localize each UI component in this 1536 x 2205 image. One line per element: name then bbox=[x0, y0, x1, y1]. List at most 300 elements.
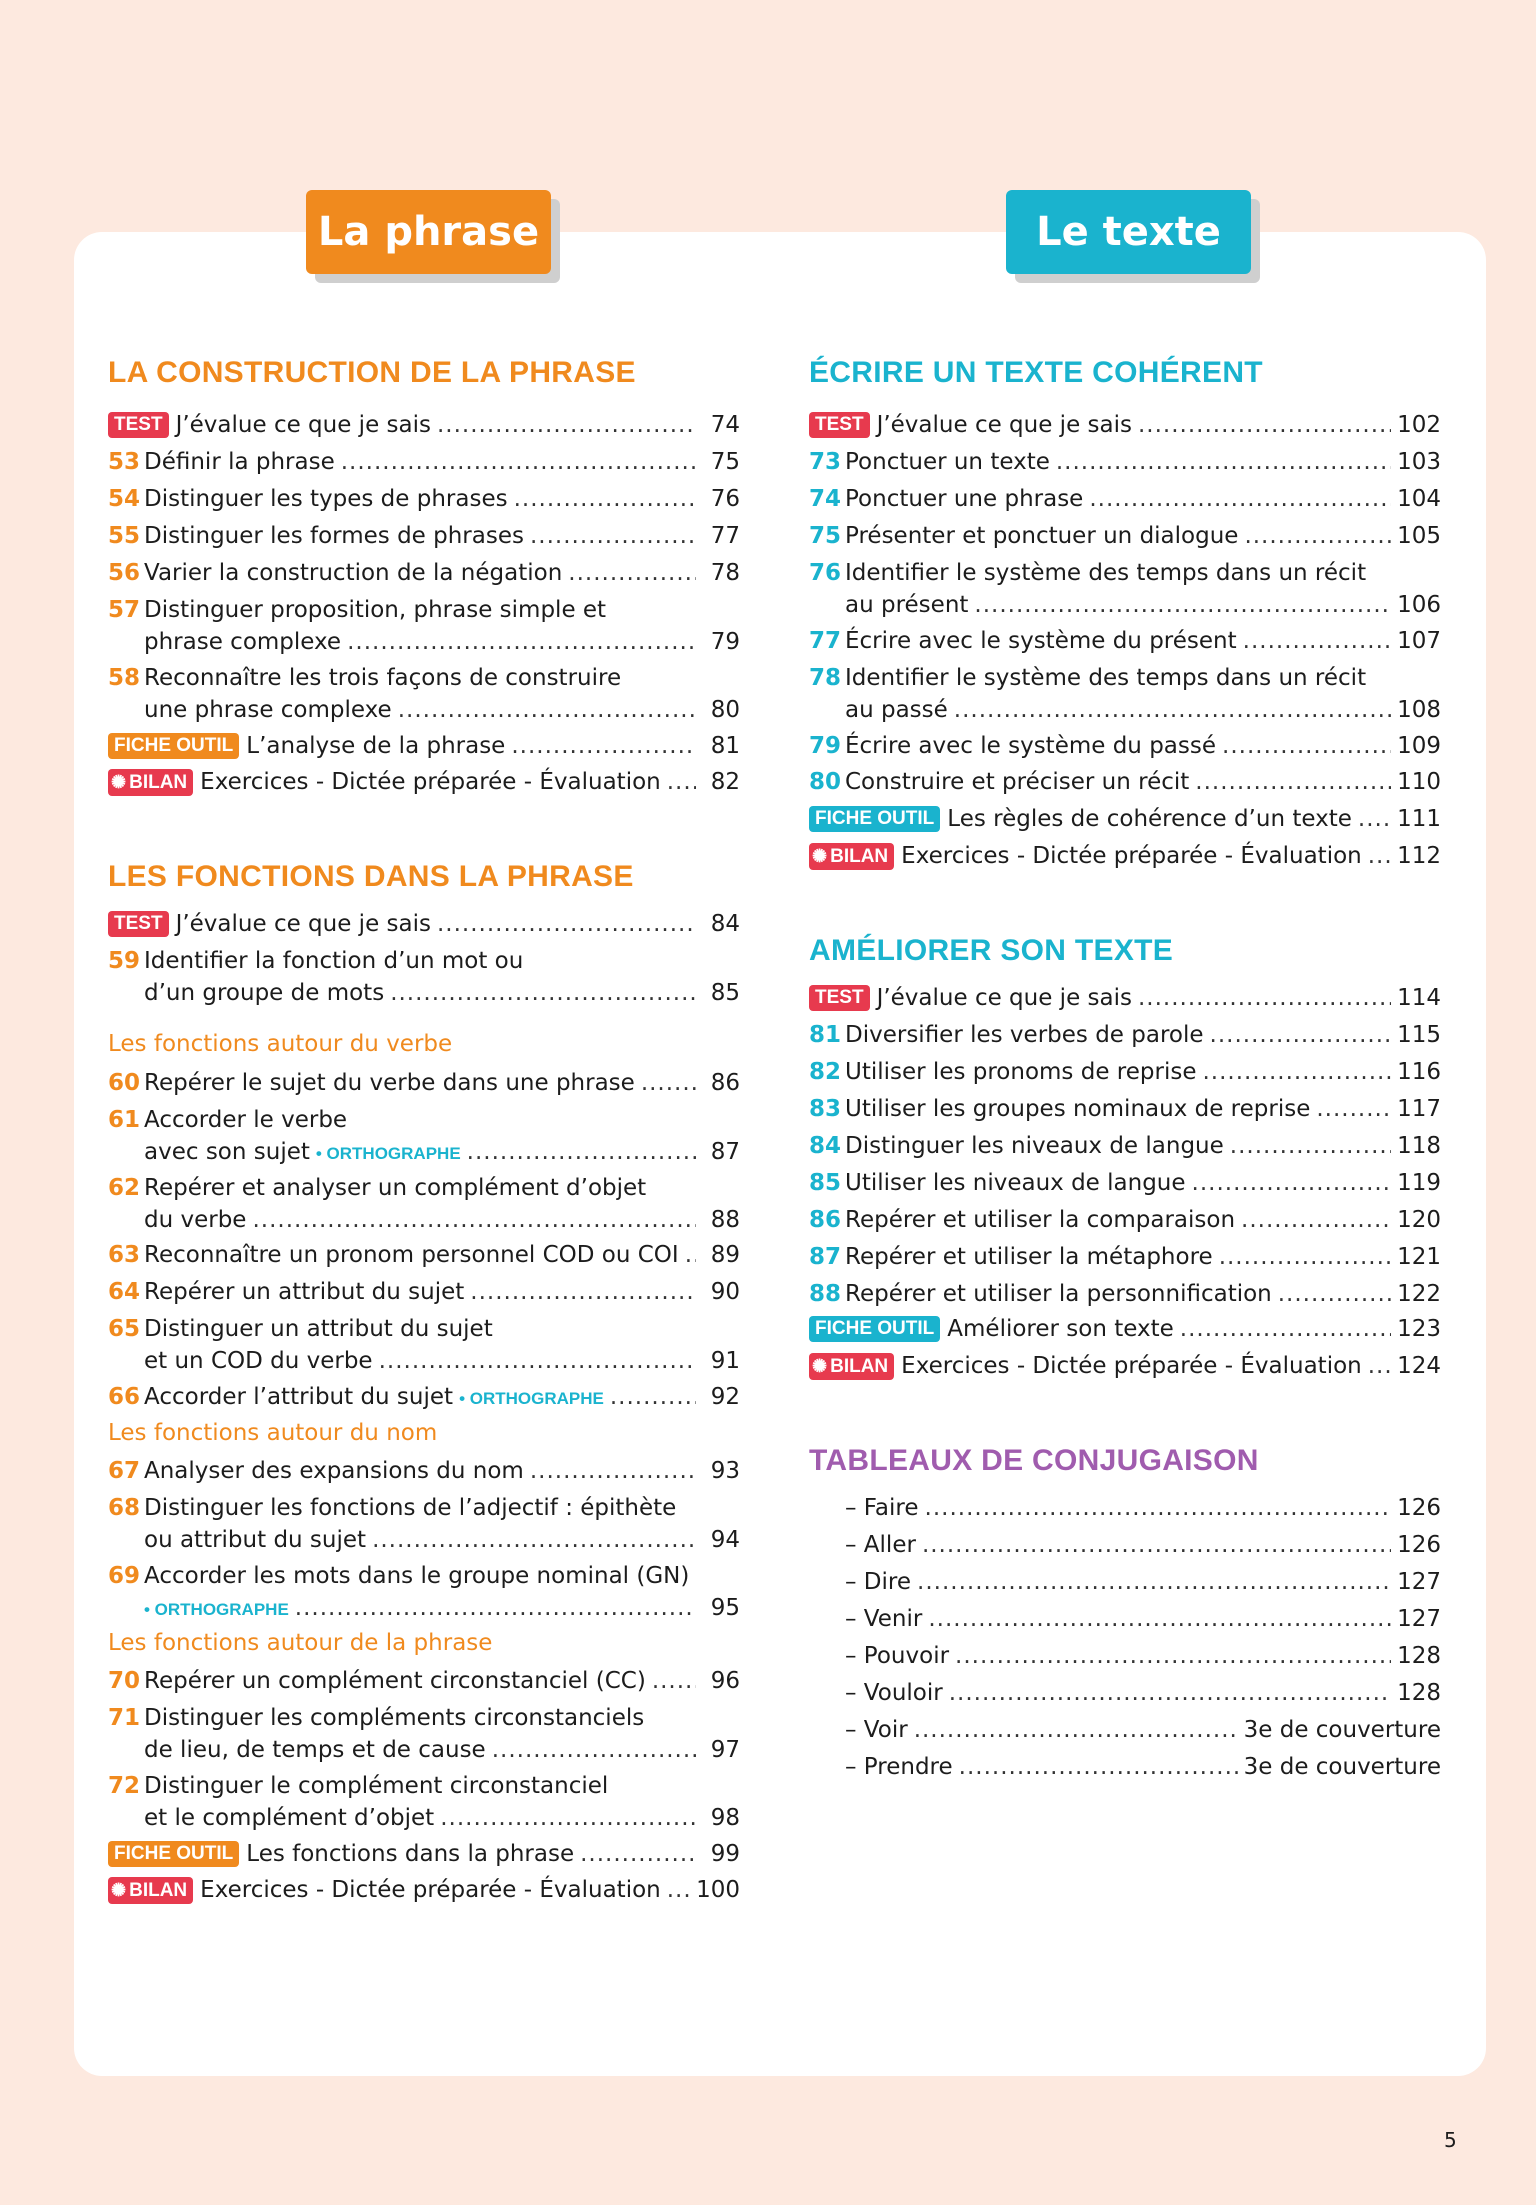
lesson-title: Repérer et utiliser la personnification bbox=[845, 1281, 1272, 1307]
toc-entry[interactable] bbox=[108, 1560, 740, 1624]
lesson-title: Distinguer un attribut du sujet bbox=[144, 1316, 493, 1342]
leader-dots bbox=[1230, 1130, 1391, 1162]
section-title: LES FONCTIONS DANS LA PHRASE bbox=[108, 860, 634, 893]
conjugation-entry[interactable] bbox=[809, 1566, 1441, 1598]
page-ref: 97 bbox=[710, 1737, 740, 1763]
leader-dots bbox=[492, 1734, 696, 1766]
lesson-number: 83 bbox=[809, 1096, 842, 1122]
leader-dots bbox=[974, 589, 1391, 621]
toc-entry[interactable] bbox=[108, 1104, 740, 1168]
leader-dots bbox=[398, 694, 696, 726]
bilan-text: Exercices - Dictée préparée - Évaluation bbox=[901, 1353, 1362, 1379]
leader-dots bbox=[1219, 1241, 1391, 1273]
fiche-outil-text: Les règles de cohérence d’un texte bbox=[947, 806, 1352, 832]
page-ref: 85 bbox=[710, 980, 740, 1006]
lesson-number: 59 bbox=[108, 948, 141, 974]
lesson-title: Utiliser les niveaux de langue bbox=[845, 1170, 1186, 1196]
leader-dots bbox=[917, 1566, 1391, 1598]
subsection-title: Les fonctions autour du nom bbox=[108, 1420, 438, 1446]
leader-dots bbox=[1192, 1167, 1392, 1199]
page-ref: 74 bbox=[710, 412, 740, 438]
toc-entry[interactable] bbox=[108, 520, 740, 552]
page-ref: 107 bbox=[1397, 628, 1441, 654]
page-ref: 81 bbox=[710, 733, 740, 759]
leader-dots bbox=[914, 1714, 1238, 1746]
lesson-title: Reconnaître les trois façons de construire bbox=[144, 665, 622, 691]
page-ref: 87 bbox=[710, 1139, 740, 1165]
verb-name: – Pouvoir bbox=[845, 1643, 950, 1669]
lesson-title: Utiliser les groupes nominaux de reprise bbox=[845, 1096, 1311, 1122]
leader-dots bbox=[341, 446, 696, 478]
toc-entry[interactable] bbox=[108, 1276, 740, 1308]
lesson-number: 56 bbox=[108, 560, 141, 586]
leader-dots bbox=[667, 1874, 690, 1906]
page-ref: 76 bbox=[710, 486, 740, 512]
test-text: J’évalue ce que je sais bbox=[175, 911, 431, 937]
lesson-number: 86 bbox=[809, 1207, 842, 1233]
toc-entry[interactable] bbox=[809, 1204, 1441, 1236]
fiche-outil-entry[interactable] bbox=[809, 1313, 1441, 1345]
leader-dots bbox=[1243, 625, 1391, 657]
lesson-number: 54 bbox=[108, 486, 141, 512]
leader-dots bbox=[568, 557, 696, 589]
verb-name: – Faire bbox=[845, 1495, 919, 1521]
page-ref: 114 bbox=[1397, 985, 1441, 1011]
lesson-number: 82 bbox=[809, 1059, 842, 1085]
bilan-icon: ✺ bbox=[812, 1355, 828, 1376]
toc-entry[interactable] bbox=[108, 1381, 740, 1413]
leader-dots bbox=[1138, 982, 1391, 1014]
leader-dots bbox=[252, 1204, 696, 1236]
lesson-title: Accorder les mots dans le groupe nominal (GN) bbox=[144, 1563, 690, 1589]
lesson-title: de lieu, de temps et de cause bbox=[144, 1737, 486, 1763]
page-ref: 120 bbox=[1397, 1207, 1441, 1233]
fiche-outil-badge-label: FICHE OUTIL bbox=[114, 735, 234, 756]
orthographe-tag: • ORTHOGRAPHE bbox=[459, 1389, 604, 1408]
page-ref: 105 bbox=[1397, 523, 1441, 549]
test-entry[interactable] bbox=[108, 409, 740, 441]
leader-dots bbox=[511, 730, 696, 762]
toc-entry[interactable] bbox=[809, 1167, 1441, 1199]
toc-entry[interactable] bbox=[809, 1056, 1441, 1088]
test-text: J’évalue ce que je sais bbox=[175, 412, 431, 438]
lesson-title: Distinguer les fonctions de l’adjectif : épithète bbox=[144, 1495, 677, 1521]
bilan-icon: ✺ bbox=[111, 1879, 127, 1900]
page-ref: 102 bbox=[1397, 412, 1441, 438]
bilan-text: Exercices - Dictée préparée - Évaluation bbox=[200, 769, 661, 795]
fiche-outil-entry[interactable] bbox=[108, 1838, 740, 1870]
test-text: J’évalue ce que je sais bbox=[876, 985, 1132, 1011]
page-ref: 118 bbox=[1397, 1133, 1441, 1159]
toc-entry[interactable] bbox=[809, 662, 1441, 726]
page-ref: 90 bbox=[710, 1279, 740, 1305]
leader-dots bbox=[1202, 1056, 1391, 1088]
page-ref: 104 bbox=[1397, 486, 1441, 512]
lesson-number: 88 bbox=[809, 1281, 842, 1307]
page-ref: 115 bbox=[1397, 1022, 1441, 1048]
bilan-text: Exercices - Dictée préparée - Évaluation bbox=[200, 1877, 661, 1903]
page-ref: 89 bbox=[710, 1242, 740, 1268]
lesson-title: Ponctuer un texte bbox=[845, 449, 1050, 475]
toc-entry[interactable] bbox=[809, 557, 1441, 621]
section-title: ÉCRIRE UN TEXTE COHÉRENT bbox=[809, 356, 1263, 389]
leader-dots bbox=[1241, 1204, 1391, 1236]
conjugation-entry[interactable] bbox=[809, 1529, 1441, 1561]
page-number: 5 bbox=[1444, 2128, 1457, 2152]
lesson-title: une phrase complexe bbox=[144, 697, 392, 723]
toc-entry[interactable] bbox=[108, 594, 740, 658]
leader-dots bbox=[440, 1802, 696, 1834]
page-ref: 110 bbox=[1397, 769, 1441, 795]
toc-entry[interactable] bbox=[809, 1241, 1441, 1273]
leader-dots bbox=[1138, 409, 1391, 441]
leader-dots bbox=[1368, 840, 1391, 872]
lesson-number: 57 bbox=[108, 597, 141, 623]
fiche-outil-badge bbox=[809, 1316, 940, 1342]
lesson-number: 84 bbox=[809, 1133, 842, 1159]
page-ref: 100 bbox=[696, 1877, 740, 1903]
banner-la-phrase: La phrase bbox=[306, 190, 551, 274]
conjugation-entry[interactable] bbox=[809, 1677, 1441, 1709]
toc-entry[interactable] bbox=[809, 1019, 1441, 1051]
toc-entry[interactable] bbox=[809, 766, 1441, 798]
lesson-title: Reconnaître un pronom personnel COD ou COI bbox=[144, 1242, 679, 1268]
toc-entry[interactable] bbox=[809, 1093, 1441, 1125]
page-ref: 106 bbox=[1397, 592, 1441, 618]
test-badge bbox=[809, 412, 870, 438]
test-entry[interactable] bbox=[108, 908, 740, 940]
lesson-number: 76 bbox=[809, 560, 842, 586]
lesson-title: Définir la phrase bbox=[144, 449, 335, 475]
leader-dots bbox=[925, 1492, 1392, 1524]
lesson-title: au présent bbox=[845, 592, 969, 618]
page-ref: 95 bbox=[710, 1595, 740, 1621]
lesson-title: Distinguer les niveaux de langue bbox=[845, 1133, 1224, 1159]
page-ref: 127 bbox=[1397, 1606, 1441, 1632]
section-title: AMÉLIORER SON TEXTE bbox=[809, 934, 1174, 967]
bilan-entry[interactable] bbox=[809, 840, 1441, 872]
page-ref: 80 bbox=[710, 697, 740, 723]
banner-le-texte: Le texte bbox=[1006, 190, 1251, 274]
test-badge-label: TEST bbox=[815, 987, 864, 1008]
lesson-title: et le complément d’objet bbox=[144, 1805, 435, 1831]
toc-entry[interactable] bbox=[809, 625, 1441, 657]
page-ref: 3e de couverture bbox=[1243, 1754, 1441, 1780]
page-ref: 126 bbox=[1397, 1495, 1441, 1521]
fiche-outil-badge-label: FICHE OUTIL bbox=[114, 1843, 234, 1864]
fiche-outil-text: L’analyse de la phrase bbox=[246, 733, 506, 759]
toc-entry[interactable] bbox=[108, 1770, 740, 1834]
bilan-entry[interactable] bbox=[108, 1874, 740, 1906]
lesson-number: 81 bbox=[809, 1022, 842, 1048]
toc-entry[interactable] bbox=[108, 1239, 740, 1271]
test-entry[interactable] bbox=[809, 409, 1441, 441]
lesson-number: 78 bbox=[809, 665, 842, 691]
test-badge-label: TEST bbox=[114, 414, 163, 435]
test-badge-label: TEST bbox=[114, 913, 163, 934]
leader-dots bbox=[347, 626, 696, 658]
leader-dots bbox=[954, 694, 1391, 726]
lesson-title: Identifier le système des temps dans un récit bbox=[845, 560, 1367, 586]
fiche-outil-entry[interactable] bbox=[809, 803, 1441, 835]
lesson-title: Distinguer les formes de phrases bbox=[144, 523, 524, 549]
lesson-number: 66 bbox=[108, 1384, 141, 1410]
lesson-title: Utiliser les pronoms de reprise bbox=[845, 1059, 1197, 1085]
conjugation-entry[interactable] bbox=[809, 1640, 1441, 1672]
lesson-title: Ponctuer une phrase bbox=[845, 486, 1084, 512]
verb-name: – Dire bbox=[845, 1569, 912, 1595]
toc-entry[interactable] bbox=[108, 662, 740, 726]
leader-dots bbox=[610, 1381, 696, 1413]
page-ref: 84 bbox=[710, 911, 740, 937]
page-ref: 128 bbox=[1397, 1680, 1441, 1706]
leader-dots bbox=[1368, 1350, 1391, 1382]
verb-name: – Prendre bbox=[845, 1754, 953, 1780]
page-ref: 116 bbox=[1397, 1059, 1441, 1085]
lesson-number: 58 bbox=[108, 665, 141, 691]
lesson-number: 79 bbox=[809, 733, 842, 759]
lesson-title: au passé bbox=[845, 697, 948, 723]
fiche-outil-badge-label: FICHE OUTIL bbox=[815, 808, 935, 829]
lesson-title: Accorder l’attribut du sujet bbox=[144, 1384, 454, 1410]
toc-entry[interactable] bbox=[108, 1313, 740, 1377]
page-ref: 123 bbox=[1397, 1316, 1441, 1342]
leader-dots bbox=[1089, 483, 1391, 515]
bilan-badge-label: BILAN bbox=[830, 845, 889, 867]
leader-dots bbox=[641, 1067, 696, 1099]
leader-dots bbox=[667, 766, 696, 798]
toc-entry[interactable] bbox=[809, 446, 1441, 478]
verb-name: – Venir bbox=[845, 1606, 923, 1632]
bilan-text: Exercices - Dictée préparée - Évaluation bbox=[901, 843, 1362, 869]
leader-dots bbox=[922, 1529, 1391, 1561]
toc-entry[interactable] bbox=[108, 1172, 740, 1236]
toc-entry[interactable] bbox=[108, 1492, 740, 1556]
lesson-title: Écrire avec le système du passé bbox=[845, 733, 1217, 759]
leader-dots bbox=[467, 1136, 696, 1168]
lesson-title: Écrire avec le système du présent bbox=[845, 628, 1237, 654]
lesson-number: 75 bbox=[809, 523, 842, 549]
lesson-title: du verbe bbox=[144, 1207, 247, 1233]
bilan-icon: ✺ bbox=[812, 845, 828, 866]
leader-dots bbox=[955, 1640, 1391, 1672]
lesson-title: Accorder le verbe bbox=[144, 1107, 348, 1133]
bilan-entry[interactable] bbox=[108, 766, 740, 798]
bilan-badge bbox=[108, 1877, 193, 1904]
leader-dots bbox=[390, 977, 696, 1009]
lesson-title: Repérer et analyser un complément d’objet bbox=[144, 1175, 647, 1201]
leader-dots bbox=[437, 409, 696, 441]
lesson-title: et un COD du verbe bbox=[144, 1348, 373, 1374]
page-ref: 124 bbox=[1397, 1353, 1441, 1379]
leader-dots bbox=[1244, 520, 1391, 552]
test-badge bbox=[108, 412, 169, 438]
lesson-title: Distinguer les compléments circonstanciels bbox=[144, 1705, 645, 1731]
toc-entry[interactable] bbox=[809, 1278, 1441, 1310]
page-ref: 91 bbox=[710, 1348, 740, 1374]
test-badge bbox=[809, 985, 870, 1011]
page-ref: 128 bbox=[1397, 1643, 1441, 1669]
leader-dots bbox=[959, 1751, 1238, 1783]
lesson-number: 74 bbox=[809, 486, 842, 512]
test-text: J’évalue ce que je sais bbox=[876, 412, 1132, 438]
leader-dots bbox=[1278, 1278, 1391, 1310]
conjugation-entry[interactable] bbox=[809, 1603, 1441, 1635]
lesson-number: 60 bbox=[108, 1070, 141, 1096]
leader-dots bbox=[530, 520, 696, 552]
orthographe-tag: • ORTHOGRAPHE bbox=[144, 1600, 289, 1619]
toc-entry[interactable] bbox=[809, 520, 1441, 552]
lesson-title: ou attribut du sujet bbox=[144, 1527, 367, 1553]
toc-entry[interactable] bbox=[108, 1067, 740, 1099]
lesson-number: 80 bbox=[809, 769, 842, 795]
test-badge-label: TEST bbox=[815, 414, 864, 435]
toc-entry[interactable] bbox=[108, 1702, 740, 1766]
leader-dots bbox=[470, 1276, 696, 1308]
verb-name: – Voir bbox=[845, 1717, 908, 1743]
page-ref: 121 bbox=[1397, 1244, 1441, 1270]
lesson-title: Distinguer proposition, phrase simple et bbox=[144, 597, 607, 623]
bilan-icon: ✺ bbox=[111, 771, 127, 792]
leader-dots bbox=[1358, 803, 1391, 835]
toc-entry[interactable] bbox=[809, 730, 1441, 762]
lesson-title: Distinguer le complément circonstanciel bbox=[144, 1773, 609, 1799]
toc-entry[interactable] bbox=[108, 446, 740, 478]
lesson-number: 73 bbox=[809, 449, 842, 475]
page-ref: 79 bbox=[710, 629, 740, 655]
test-entry[interactable] bbox=[809, 982, 1441, 1014]
lesson-number: 55 bbox=[108, 523, 141, 549]
fiche-outil-text: Les fonctions dans la phrase bbox=[246, 1841, 575, 1867]
subsection-title: Les fonctions autour du verbe bbox=[108, 1031, 453, 1057]
leader-dots bbox=[928, 1603, 1391, 1635]
lesson-number: 63 bbox=[108, 1242, 141, 1268]
lesson-title: Identifier la fonction d’un mot ou bbox=[144, 948, 524, 974]
verb-name: – Aller bbox=[845, 1532, 916, 1558]
leader-dots bbox=[514, 483, 696, 515]
toc-entry[interactable] bbox=[108, 1665, 740, 1697]
fiche-outil-badge bbox=[108, 733, 239, 759]
leader-dots bbox=[580, 1838, 696, 1870]
toc-entry[interactable] bbox=[108, 483, 740, 515]
page-ref: 99 bbox=[710, 1841, 740, 1867]
subsection-title: Les fonctions autour de la phrase bbox=[108, 1630, 493, 1656]
lesson-title: Varier la construction de la négation bbox=[144, 560, 563, 586]
fiche-outil-badge-label: FICHE OUTIL bbox=[815, 1318, 935, 1339]
page-ref: 82 bbox=[710, 769, 740, 795]
leader-dots bbox=[295, 1592, 696, 1624]
page-ref: 75 bbox=[710, 449, 740, 475]
leader-dots bbox=[530, 1455, 696, 1487]
leader-dots bbox=[1180, 1313, 1391, 1345]
toc-entry[interactable] bbox=[108, 1455, 740, 1487]
page-ref: 98 bbox=[710, 1805, 740, 1831]
orthographe-tag: • ORTHOGRAPHE bbox=[315, 1144, 461, 1163]
fiche-outil-badge bbox=[108, 1841, 239, 1867]
lesson-title: d’un groupe de mots bbox=[144, 980, 385, 1006]
conjugation-entry[interactable] bbox=[809, 1492, 1441, 1524]
lesson-number: 72 bbox=[108, 1773, 141, 1799]
lesson-title: Repérer et utiliser la métaphore bbox=[845, 1244, 1213, 1270]
page-ref: 112 bbox=[1397, 843, 1441, 869]
lesson-number: 85 bbox=[809, 1170, 842, 1196]
leader-dots bbox=[1222, 730, 1391, 762]
bilan-entry[interactable] bbox=[809, 1350, 1441, 1382]
lesson-number: 61 bbox=[108, 1107, 141, 1133]
page-ref: 77 bbox=[710, 523, 740, 549]
lesson-title: phrase complexe bbox=[144, 629, 342, 655]
lesson-title: Repérer un complément circonstanciel (CC) bbox=[144, 1668, 646, 1694]
page-ref: 108 bbox=[1397, 697, 1441, 723]
lesson-title: Analyser des expansions du nom bbox=[144, 1458, 524, 1484]
lesson-number: 68 bbox=[108, 1495, 141, 1521]
bilan-badge-label: BILAN bbox=[129, 771, 188, 793]
fiche-outil-entry[interactable] bbox=[108, 730, 740, 762]
verb-name: – Vouloir bbox=[845, 1680, 943, 1706]
page-ref: 119 bbox=[1397, 1170, 1441, 1196]
leader-dots bbox=[437, 908, 696, 940]
page-ref: 117 bbox=[1397, 1096, 1441, 1122]
lesson-number: 65 bbox=[108, 1316, 141, 1342]
fiche-outil-badge bbox=[809, 806, 940, 832]
page-ref: 88 bbox=[710, 1207, 740, 1233]
lesson-number: 67 bbox=[108, 1458, 141, 1484]
leader-dots bbox=[379, 1345, 696, 1377]
lesson-number: 62 bbox=[108, 1175, 141, 1201]
fiche-outil-text: Améliorer son texte bbox=[947, 1316, 1174, 1342]
toc-entry[interactable] bbox=[108, 945, 740, 1009]
leader-dots bbox=[1195, 766, 1391, 798]
toc-entry[interactable] bbox=[108, 557, 740, 589]
section-title: TABLEAUX DE CONJUGAISON bbox=[809, 1444, 1259, 1477]
lesson-title: avec son sujet bbox=[144, 1139, 310, 1165]
leader-dots bbox=[685, 1239, 696, 1271]
leader-dots bbox=[652, 1665, 696, 1697]
conjugation-entry[interactable] bbox=[809, 1751, 1441, 1783]
toc-entry[interactable] bbox=[809, 483, 1441, 515]
page-ref: 86 bbox=[710, 1070, 740, 1096]
page-ref: 126 bbox=[1397, 1532, 1441, 1558]
page-ref: 96 bbox=[710, 1668, 740, 1694]
leader-dots bbox=[1210, 1019, 1392, 1051]
toc-entry[interactable] bbox=[809, 1130, 1441, 1162]
lesson-number: 70 bbox=[108, 1668, 141, 1694]
lesson-number: 69 bbox=[108, 1563, 141, 1589]
lesson-title: Présenter et ponctuer un dialogue bbox=[845, 523, 1239, 549]
section-title: LA CONSTRUCTION DE LA PHRASE bbox=[108, 356, 636, 389]
bilan-badge bbox=[809, 1353, 894, 1380]
page-ref: 109 bbox=[1397, 733, 1441, 759]
page-ref: 111 bbox=[1397, 806, 1441, 832]
conjugation-entry[interactable] bbox=[809, 1714, 1441, 1746]
page-ref: 3e de couverture bbox=[1243, 1717, 1441, 1743]
test-badge bbox=[108, 911, 169, 937]
page-ref: 94 bbox=[710, 1527, 740, 1553]
lesson-title: Repérer un attribut du sujet bbox=[144, 1279, 465, 1305]
lesson-title: Repérer le sujet du verbe dans une phrase bbox=[144, 1070, 635, 1096]
page-ref: 127 bbox=[1397, 1569, 1441, 1595]
bilan-badge-label: BILAN bbox=[129, 1879, 188, 1901]
lesson-number: 53 bbox=[108, 449, 141, 475]
bilan-badge bbox=[108, 769, 193, 796]
page-ref: 93 bbox=[710, 1458, 740, 1484]
bilan-badge-label: BILAN bbox=[830, 1355, 889, 1377]
lesson-title: Construire et préciser un récit bbox=[845, 769, 1190, 795]
page-ref: 92 bbox=[710, 1384, 740, 1410]
page-ref: 78 bbox=[710, 560, 740, 586]
bilan-badge bbox=[809, 843, 894, 870]
lesson-number: 64 bbox=[108, 1279, 141, 1305]
